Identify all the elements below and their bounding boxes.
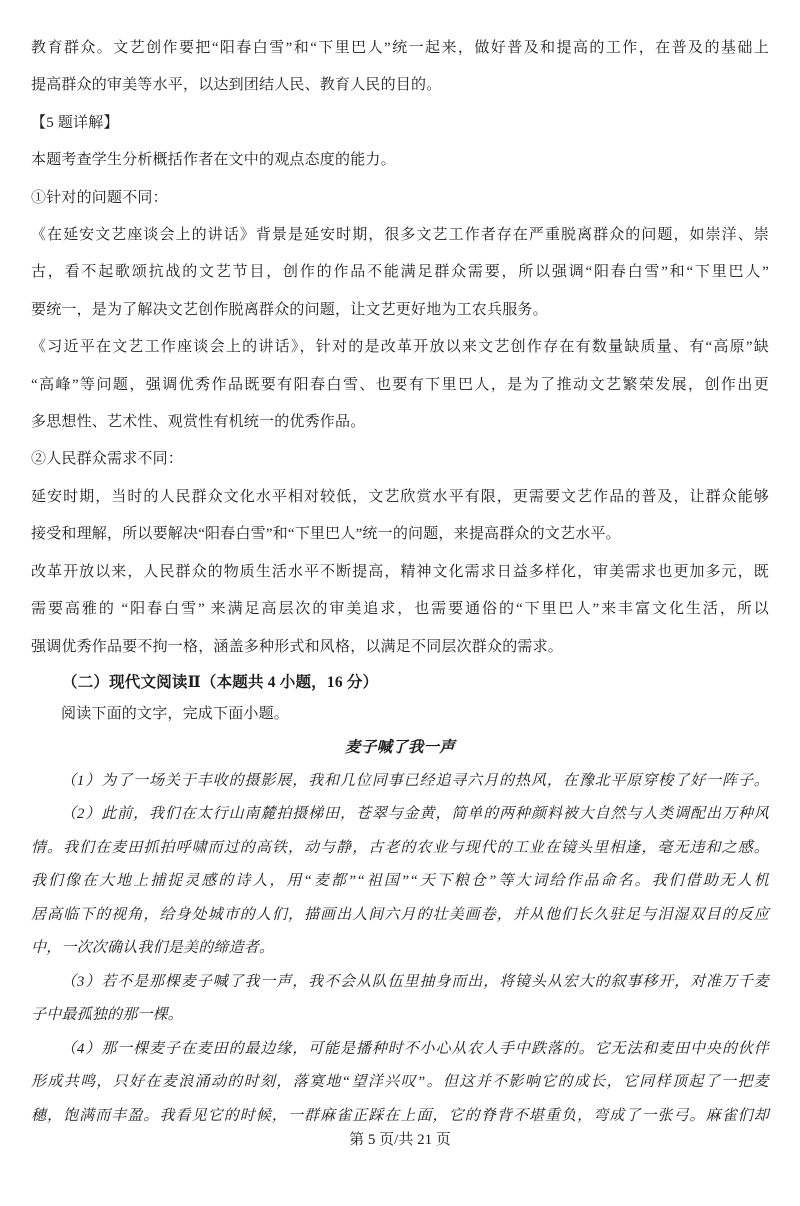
text-line: 延安时期，当时的人民群众文化水平相对较低，文艺欣赏水平有限，更需要文艺作品的普及，让群众能够	[31, 488, 769, 505]
text-line: 教育群众。文艺创作要把“阳春白雪”和“下里巴人”统一起来，做好普及和提高的工作，在普及的基础上	[31, 40, 769, 56]
passage-title: 麦子喊了我一声	[345, 738, 455, 756]
text-line: 要统一，是为了解决文艺创作脱离群众的问题，让文艺更好地为工农兵服务。	[31, 301, 548, 318]
text-line: 改革开放以来，人民群众的物质生活水平不断提高，精神文化需求日益多样化，审美需求也更加多元，既	[31, 563, 769, 580]
passage-line: （3）若不是那棵麦子喊了我一声，我不会从队伍里抽身而出，将镜头从宏大的叙事移开，对准万千麦	[61, 973, 769, 990]
passage-line: 穗，饱满而丰盈。我看见它的时候，一群麻雀正踩在上面，它的脊背不堪重负，弯成了一张弓。麻雀们却	[31, 1107, 769, 1124]
page-number: 第 5 页/共 21 页	[349, 1132, 451, 1148]
passage-line: 居高临下的视角，给身处城市的人们，描画出人间六月的壮美画卷，并从他们长久驻足与泪湿双目的反应	[31, 906, 769, 923]
text-line: 《习近平在文艺工作座谈会上的讲话》，针对的是改革开放以来文艺创作存在有数量缺质量、有“高原”缺	[31, 339, 769, 356]
point-2-heading: ②人民群众需求不同：	[31, 451, 184, 468]
modern-text-reading-2-block	[31, 666, 769, 1134]
text-line: 接受和理解，所以要解决“阳春白雪”和“下里巴人”统一的问题，来提高群众的文艺水平。	[31, 526, 621, 543]
question-5-detail-heading: 【5 题详解】	[31, 114, 119, 131]
text-line: 需要高雅的 “阳春白雪” 来满足高层次的审美追求，也需要通俗的“下里巴人”来丰富文化生活，所以	[31, 601, 769, 618]
passage-line: 中，一次次确认我们是美的缔造者。	[31, 940, 275, 957]
passage-line: （4）那一棵麦子在麦田的最边缘，可能是播种时不小心从农人手中跌落的。它无法和麦田中央的伙伴	[61, 1040, 769, 1057]
page-footer	[0, 1128, 800, 1149]
answer-explanation-block	[31, 30, 769, 666]
passage-line: 我们像在大地上捕捉灵感的诗人，用“麦都”“祖国”“天下粮仓”等大词给作品命名。我们借助无人机	[31, 873, 769, 890]
passage-line: 情。我们在麦田抓拍呼啸而过的高铁，动与静，古老的农业与现代的工业在镜头里相逢，毫无违和之感。	[31, 839, 769, 856]
passage-line: （2）此前，我们在太行山南麓拍摄梯田，苍翠与金黄，简单的两种颜料被大自然与人类调配出万种风	[61, 806, 769, 823]
passage-line: 形成共鸣，只好在麦浪涌动的时刻，落寞地“望洋兴叹”。但这并不影响它的成长，它同样顶起了一把麦	[31, 1074, 769, 1091]
text-line: 《在延安文艺座谈会上的讲话》背景是延安时期，很多文艺工作者存在严重脱离群众的问题，如崇洋、崇	[31, 227, 769, 244]
text-line: 古，看不起歌颂抗战的文艺节目，创作的作品不能满足群众需要，所以强调“阳春白雪”和“下里巴人”	[31, 264, 769, 281]
text-line: 强调优秀作品要不拘一格，涵盖多种形式和风格，以满足不同层次群众的需求。	[31, 638, 564, 655]
passage-line: （1）为了一场关于丰收的摄影展，我和几位同事已经追寻六月的热风，在豫北平原穿梭了好一阵子。	[61, 772, 769, 789]
passage-line: 子中最孤独的那一棵。	[31, 1007, 184, 1024]
point-1-heading: ①针对的问题不同：	[31, 189, 168, 206]
text-line: “高峰”等问题，强调优秀作品既要有阳春白雪、也要有下里巴人，是为了推动文艺繁荣发展，创作出更	[31, 376, 769, 393]
lead-in-instruction: 阅读下面的文字，完成下面小题。	[61, 705, 290, 722]
text-line: 提高群众的审美等水平，以达到团结人民、教育人民的目的。	[31, 77, 442, 94]
text-line: 多思想性、艺术性、观赏性有机统一的优秀作品。	[31, 414, 366, 431]
text-line: 本题考查学生分析概括作者在文中的观点态度的能力。	[31, 152, 396, 169]
section-heading: （二）现代文阅读Ⅱ（本题共 4 小题，16 分）	[62, 673, 379, 691]
